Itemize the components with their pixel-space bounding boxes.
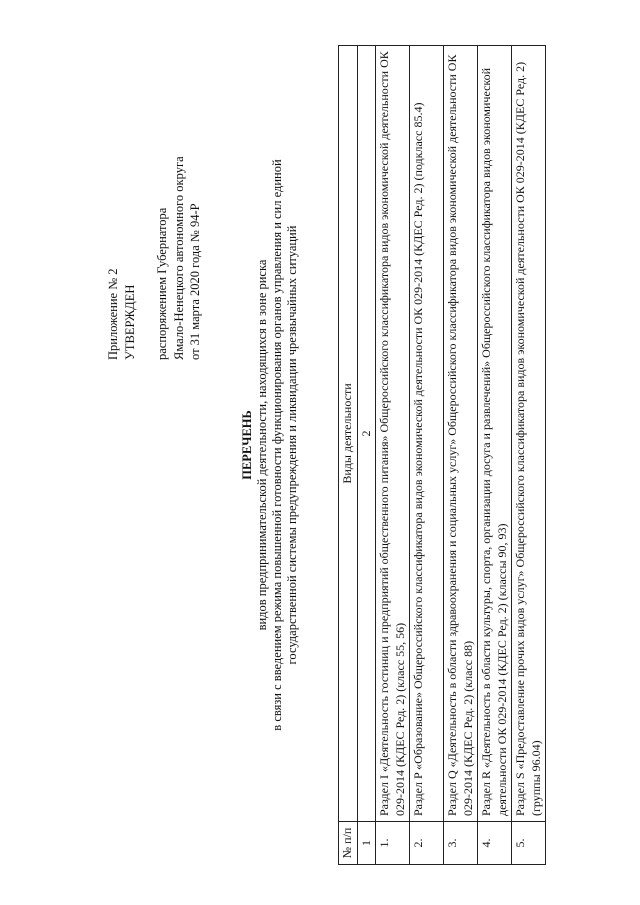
title-line-2: в связи с введением режима повышенной готовности функционирования органов управления и сил единой [270,159,284,731]
row-number: 2. [410,822,444,865]
row-activity: Раздел Q «Деятельность в области здравоохранения и социальных услуг» Общероссийского классификатора видов экономической деятельности ОК 029-2014 (КДЕС Ред. 2) (класс 88) [444,46,478,822]
row-activity: Раздел P «Образование» Общероссийского классификатора видов экономической деятельности ОК 029-2014 (КДЕС Ред. 2) (подкласс 85.4) [410,46,444,822]
title-line-3: государственной системы предупреждения и ликвидации чрезвычайных ситуаций [285,225,299,665]
spacer [138,156,154,360]
approval-block [105,156,204,360]
table-row [410,46,444,865]
row-number: 5. [512,822,546,865]
approval-line-1: распоряжением Губернатора [155,207,169,360]
table-row [512,46,546,865]
approval-line-2: Ямало-Ненецкого автономного округа [171,156,186,360]
table-row [478,46,512,865]
index-cell-2: 2 [357,46,376,822]
table-row [376,46,410,865]
activities-table [338,45,546,865]
table-header-row [339,46,358,865]
approval-stamp: УТВЕРЖДЕН [122,284,137,360]
header-num: № п/п [339,822,358,865]
row-number: 4. [478,822,512,865]
header-activity: Виды деятельности [339,46,358,822]
row-activity: Раздел I «Деятельность гостиниц и предприятий общественного питания» Общероссийского классификатора видов экономической деятельности ОК 029-2014 (КДЕС Ред. 2) (класс 55, 56) [376,46,410,822]
row-number: 1. [376,822,410,865]
row-number: 3. [444,822,478,865]
document-title [240,65,300,825]
approval-line-3: от 31 марта 2020 года № 94-Р [188,203,202,360]
title-heading: ПЕРЕЧЕНЬ [240,410,254,480]
row-activity: Раздел S «Предоставление прочих видов услуг» Общероссийского классификатора видов экономической деятельности ОК 029-2014 (КДЕС Ред. 2) (группы 96.04) [512,46,546,822]
table-index-row [357,46,376,865]
index-cell-1: 1 [357,822,376,865]
table-row [444,46,478,865]
row-activity: Раздел R «Деятельность в области культуры, спорта, организации досуга и развлечений» Общероссийского классификатора видов экономической деятельности ОК 029-2014 (КДЕС Ред. 2) (классы 90, 93) [478,46,512,822]
title-line-1: видов предпринимательской деятельности, находящихся в зоне риска [255,259,269,631]
appendix-number: Приложение № 2 [106,268,120,360]
